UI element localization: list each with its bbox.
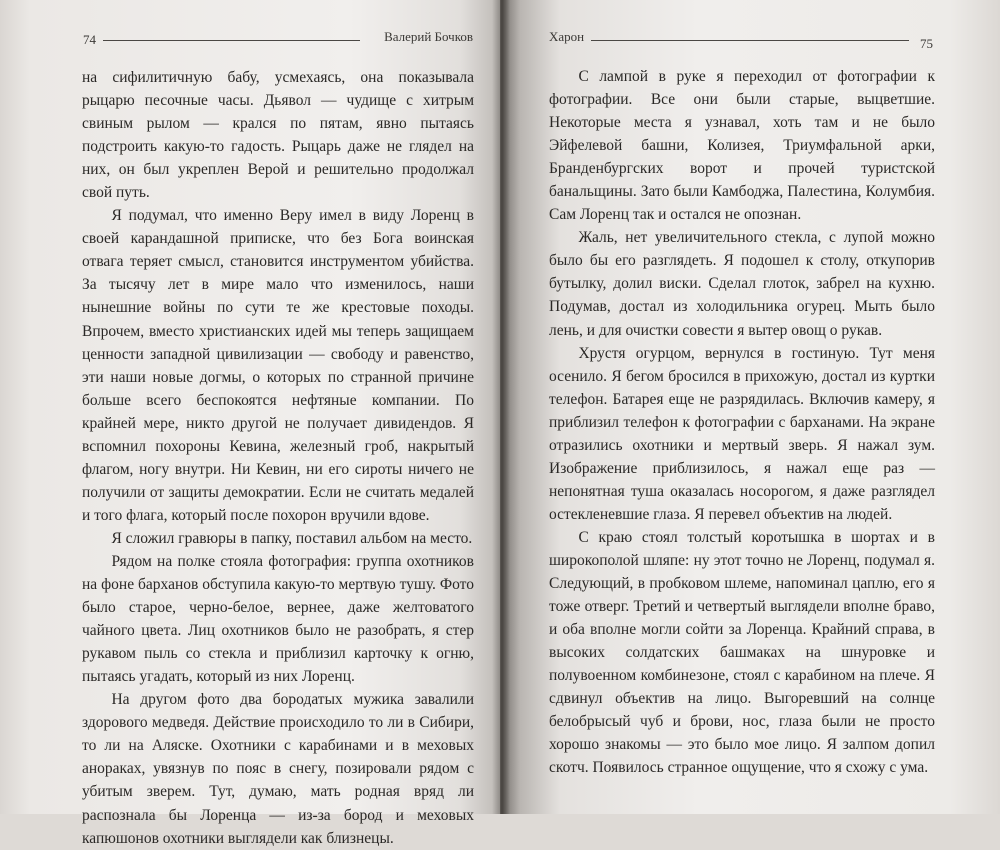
- right-header-rule: [591, 40, 909, 41]
- left-page: [0, 0, 500, 847]
- right-page-number: 75: [920, 36, 933, 51]
- left-page-header: [83, 29, 473, 49]
- left-page-number: 74: [83, 32, 96, 47]
- paragraph: на сифилитичную бабу, усмехаясь, она показывала рыцарю песочные часы. Дьявол — чудище с хитрым свиным рылом — крался по пятам, явно пытаясь подстроить какую-то гадость. Рыцарь даже не глядел на них, он был укреплен Верой и решительно продолжал свой путь.: [82, 69, 474, 202]
- left-header-rule: [103, 40, 360, 41]
- paragraph: Рядом на полке стояла фотография: группа охотников на фоне барханов обступила какую-то мертвую тушу. Фото было старое, черно-белое, вернее, даже желтоватого чайного цвета. Лиц охотников было не разобрать, я стер рукавом пыль со стекла и приблизил карточку к огню, пытаясь угадать, который из них Лоренц.: [82, 552, 474, 686]
- right-running-head: Харон: [549, 29, 585, 44]
- left-page-text: [82, 66, 474, 850]
- book-gutter-shadow: [492, 0, 510, 814]
- right-page-header: [549, 29, 933, 49]
- paragraph: На другом фото два бородатых мужика завалили здорового медведя. Действие происходило то ли в Сибири, то ли на Аляске. Охотники с карабинами и в меховых анораках, увязнув по пояс в снегу, позировали рядом с убитым зверем. Тут, думаю, мать родная вряд ли распознала бы Лоренца — из-за бород и меховых капюшонов охотники выглядели как близнецы.: [82, 691, 474, 847]
- paragraph: С краю стоял толстый коротышка в шортах и в широкополой шляпе: ну этот точно не Лоренц, подумал я. Следующий, в пробковом шлеме, напоминал цаплю, его я тоже отверг. Третий и четвертый выглядели вполне браво, и оба вполне могли сойти за Лоренца. Крайний справа, в высоких солдатских башмаках на шнуровке и полувоенном комбинезоне, стоял с карабином на плече. Я сдвинул объектив на лицо. Выгоревший на солнце белобрысый чуб и брови, нос, глаза были не просто хорошо знакомы — это было мое лицо. Я залпом допил скотч. Появилось странное ощущение, что я схожу с ума.: [549, 528, 935, 777]
- paragraph: Хрустя огурцом, вернулся в гостиную. Тут меня осенило. Я бегом бросился в прихожую, достал из куртки телефон. Батарея еще не разрядилась. Включив камеру, я приблизил телефон к фотографии с барханами. На экране отразились охотники и мертвый зверь. Я нажал зум. Изображение приблизилось, я нажал еще раз — непонятная туша оказалась носорогом, я даже разглядел остекленевшие глаза. Я перевел объектив на людей.: [549, 344, 935, 523]
- paragraph: Жаль, нет увеличительного стекла, с лупой можно было бы его разглядеть. Я подошел к столу, откупорив бутылку, долил виски. Сделал глоток, забрел на кухню. Подумав, достал из холодильника огурец. Мыть было лень, и для очистки совести я вытер овощ о рукав.: [549, 229, 935, 339]
- left-running-head: Валерий Бочков: [384, 29, 473, 44]
- paragraph: Я подумал, что именно Веру имел в виду Лоренц в своей карандашной приписке, что без Бога воинская отвага теряет смысл, становится инструментом убийства. За тысячу лет в мире мало что изменилось, наши нынешние войны по сути те же крестовые походы. Впрочем, вместо христианских идей мы теперь защищаем ценности западной цивилизации — свободу и равенство, эти наши новые догмы, о которых по странной причине больше всего беспокоятся нефтяные компании. По крайней мере, никто другой не получает дивидендов. Я вспомнил похороны Кевина, железный гроб, накрытый флагом, ногу внутри. Ни Кевин, ни его сироты ничего не получили от защиты демократии. Если не считать медалей и того флага, который после похорон вручили вдове.: [82, 207, 474, 524]
- right-page-text: [549, 65, 935, 779]
- paragraph: С лампой в руке я переходил от фотографии к фотографии. Все они были старые, выцветшие. Некоторые места я узнавал, хоть там и не было Эйфелевой башни, Колизея, Триумфальной арки, Бранденбургских ворот и прочей туристской банальщины. Зато были Камбоджа, Палестина, Колумбия. Сам Лоренц так и остался не опознан.: [549, 68, 935, 224]
- paragraph: Я сложил гравюры в папку, поставил альбом на место.: [111, 529, 473, 547]
